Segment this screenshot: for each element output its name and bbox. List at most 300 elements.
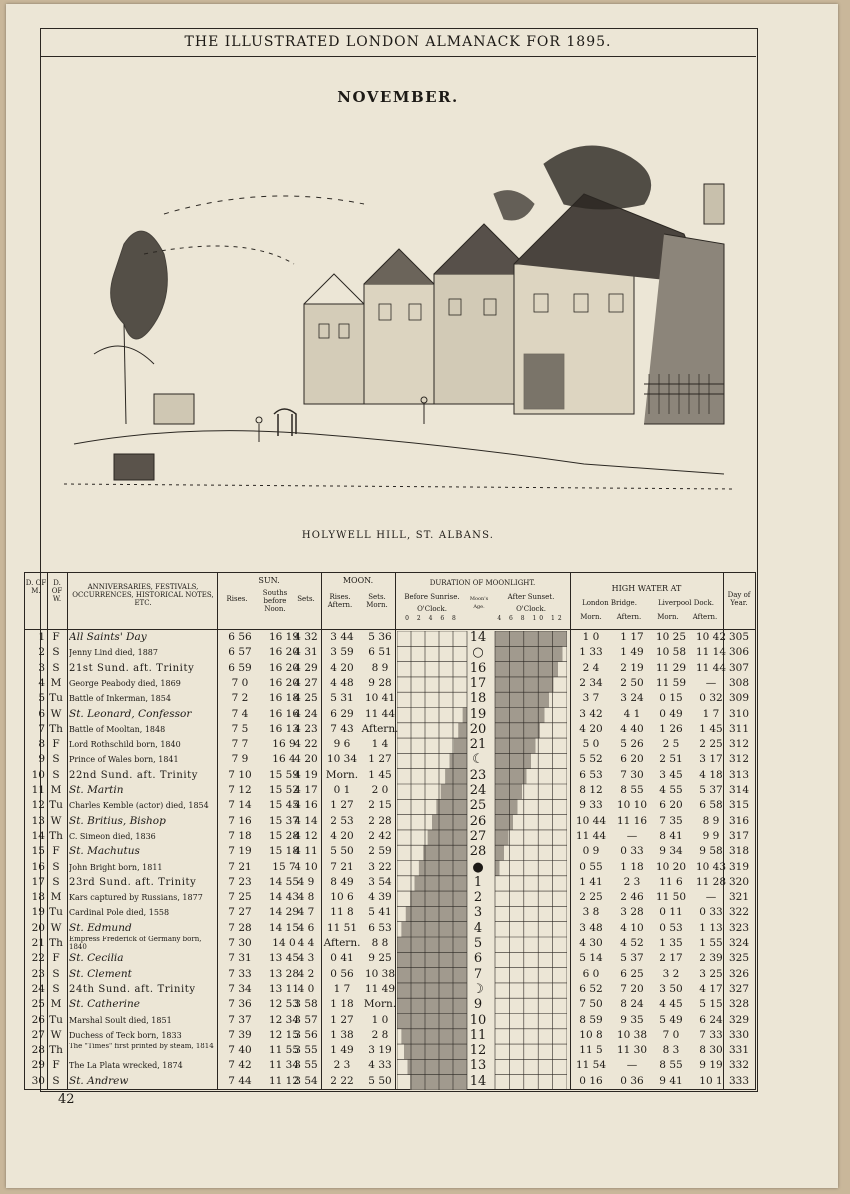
moon-rises: 4 48: [330, 676, 354, 689]
calendar-table: [24, 572, 756, 1090]
liverpool-aftern: 1 7: [702, 707, 720, 720]
liverpool-aftern: 1 45: [699, 722, 723, 735]
moon-rises: 10 34: [326, 753, 358, 766]
sun-souths: 15 45: [268, 799, 300, 812]
day-of-week: S: [52, 661, 60, 674]
moon-rises: 0 1: [333, 784, 351, 796]
sun-souths: 14 43: [268, 891, 300, 904]
moon-sets: 10 41: [364, 692, 396, 705]
liverpool-morn: 8 3: [662, 1044, 680, 1057]
moon-age: 14: [469, 1073, 487, 1089]
liverpool-aftern: 2 25: [699, 738, 723, 751]
calendar-row: [25, 967, 755, 982]
day-of-week: W: [50, 1028, 62, 1041]
moon-age: 25: [469, 798, 487, 814]
sun-rises: 7 12: [228, 784, 252, 796]
liverpool-morn: 4 45: [659, 998, 683, 1011]
moon-age: 28: [469, 844, 487, 860]
sun-souths: 13 11: [268, 982, 300, 995]
liverpool-aftern: 5 15: [699, 998, 723, 1011]
liverpool-morn: 2 51: [659, 753, 683, 766]
sun-rises: 7 19: [228, 845, 252, 858]
day-of-month: 15: [31, 845, 45, 858]
day-of-week: S: [52, 875, 60, 888]
liverpool-aftern: 2 39: [699, 952, 723, 965]
london-aftern: 10 10: [616, 799, 648, 812]
sun-rises: 7 23: [228, 875, 252, 888]
moon-age: 9: [473, 997, 483, 1013]
moon-age: ☽: [472, 981, 484, 997]
moon-rises: 0 56: [330, 967, 354, 980]
illustration-caption: HOLYWELL HILL, ST. ALBANS.: [301, 530, 495, 541]
day-of-week: Th: [49, 829, 63, 842]
sun-rises: 7 9: [231, 753, 249, 766]
sun-sets: 4 9: [297, 875, 315, 888]
london-morn: 10 8: [579, 1028, 603, 1041]
sun-sets: 4 16: [294, 799, 318, 812]
sun-sets: 3 57: [294, 1013, 318, 1026]
liverpool-aftern: 1 13: [699, 921, 723, 934]
event-note: St. Clement: [69, 967, 132, 980]
page-number: 42: [58, 1092, 75, 1107]
liverpool-morn: 3 50: [659, 982, 683, 995]
calendar-row: [25, 997, 755, 1012]
day-of-year: 315: [728, 799, 750, 812]
calendar-row: [25, 676, 755, 691]
london-aftern: —: [626, 1059, 638, 1072]
london-morn: 9 33: [579, 799, 603, 812]
day-of-week: F: [52, 1059, 60, 1072]
event-note: John Bright born, 1811: [69, 862, 163, 872]
london-aftern: 2 19: [620, 661, 644, 674]
london-morn: 2 34: [579, 676, 603, 689]
event-note: St. Britius, Bishop: [69, 814, 166, 827]
london-aftern: 8 55: [620, 784, 644, 796]
moon-rises: 7 21: [330, 860, 354, 873]
day-of-year: 314: [728, 784, 750, 796]
day-of-month: 27: [31, 1028, 45, 1041]
day-of-week: F: [52, 738, 60, 751]
calendar-row: [25, 722, 755, 737]
moon-sets: 4 39: [368, 891, 392, 904]
after-sunset-header: After Sunset.: [507, 593, 555, 601]
calendar-row: [25, 752, 755, 767]
day-of-week: F: [52, 845, 60, 858]
moon-age: 2: [473, 890, 483, 906]
liverpool-morn: 8 41: [659, 829, 683, 842]
moon-age-header: Moon's Age.: [469, 596, 489, 610]
day-of-year: 319: [728, 860, 750, 873]
sun-souths: 11 12: [268, 1074, 300, 1087]
day-of-week: W: [50, 921, 62, 934]
day-of-year: 316: [728, 814, 750, 827]
moon-age: ☾: [472, 752, 484, 768]
moon-sets: 5 41: [368, 906, 392, 919]
london-aftern: 3 28: [620, 906, 644, 919]
liverpool-aftern: 9 9: [702, 829, 720, 842]
sun-souths: 15 18: [268, 845, 300, 858]
liverpool-morn: 5 49: [659, 1013, 683, 1026]
liverpool-aftern: 10 1: [699, 1074, 723, 1087]
day-month-header: D. OF M.: [25, 579, 47, 595]
sun-sets: 4 6: [297, 921, 315, 934]
moon-sets: Aftern.: [361, 722, 399, 735]
before-sunrise-header: Before Sunrise.: [404, 593, 460, 601]
london-morn: 0 9: [582, 845, 600, 858]
calendar-row: [25, 814, 755, 829]
london-morn: 8 59: [579, 1013, 603, 1026]
moon-rises: 7 43: [330, 722, 354, 735]
moon-rises: 11 51: [326, 921, 358, 934]
london-aftern: 7 20: [620, 982, 644, 995]
moon-rises: 2 53: [330, 814, 354, 827]
event-note: St. Cecilia: [69, 952, 124, 965]
day-of-week: M: [50, 784, 62, 796]
day-of-year: 312: [728, 738, 750, 751]
sun-rises: 7 18: [228, 829, 252, 842]
sun-rises: 7 30: [228, 937, 252, 949]
event-note: St. Machutus: [69, 845, 140, 858]
day-of-week: Tu: [49, 1013, 63, 1026]
day-of-week: M: [50, 891, 62, 904]
moon-sets: 2 28: [368, 814, 392, 827]
moon-rises: Aftern.: [323, 937, 361, 949]
moon-age: 12: [469, 1043, 487, 1059]
day-of-month: 5: [38, 692, 45, 705]
london-morn: 0 55: [579, 860, 603, 873]
sun-sets: 4 29: [294, 661, 318, 674]
london-morn-header: Morn.: [580, 613, 602, 621]
sun-sets: 4 7: [297, 906, 315, 919]
london-morn: 4 30: [579, 937, 603, 949]
liverpool-aftern: 8 9: [702, 814, 720, 827]
liverpool-morn: 10 58: [655, 646, 687, 659]
day-of-month: 19: [31, 906, 45, 919]
sun-sets-header: Sets.: [297, 595, 315, 603]
moon-age: 3: [473, 905, 483, 921]
liverpool-morn: 6 20: [659, 799, 683, 812]
moon-rises-header: Rises. Aftern.: [327, 593, 353, 609]
moon-sets: 11 49: [364, 982, 396, 995]
day-of-week: W: [50, 814, 62, 827]
sun-souths: 15 37: [268, 814, 300, 827]
event-note: The "Times" first printed by steam, 1814: [69, 1043, 214, 1051]
moon-age: 10: [469, 1012, 487, 1028]
sun-sets: 4 17: [294, 784, 318, 796]
sun-souths: 16 20: [268, 676, 300, 689]
liverpool-aftern: 3 25: [699, 967, 723, 980]
moon-rises: 4 20: [330, 661, 354, 674]
sun-sets: 4 11: [294, 845, 318, 858]
event-note: Prince of Wales born, 1841: [69, 755, 179, 765]
day-of-month: 3: [38, 661, 45, 674]
sun-rises: 7 16: [228, 814, 252, 827]
liverpool-morn: 4 55: [659, 784, 683, 796]
sun-souths: 14 29: [268, 906, 300, 919]
day-of-month: 13: [31, 814, 45, 827]
sun-sets: 3 55: [294, 1059, 318, 1072]
moon-sets: 2 8: [371, 1028, 389, 1041]
liverpool-aftern: 11 14: [695, 646, 727, 659]
moon-sets: 2 0: [371, 784, 389, 796]
moon-rises: 5 50: [330, 845, 354, 858]
sun-sets: 4 4: [297, 937, 315, 949]
sun-rises: 6 57: [228, 646, 252, 659]
day-of-month: 20: [31, 921, 45, 934]
liverpool-morn: 2 5: [662, 738, 680, 751]
liverpool-aftern: 9 19: [699, 1059, 723, 1072]
event-note: St. Martin: [69, 784, 124, 796]
calendar-row: [25, 936, 755, 951]
day-of-week: S: [52, 768, 60, 781]
day-of-week: W: [50, 707, 62, 720]
london-aftern: 1 49: [620, 646, 644, 659]
london-aftern: 11 30: [616, 1044, 648, 1057]
moon-sets: 8 8: [371, 937, 389, 949]
sun-souths: 16 19: [268, 631, 300, 643]
london-morn: 2 4: [582, 661, 600, 674]
liverpool-morn: 3 45: [659, 768, 683, 781]
sun-rises: 7 2: [231, 692, 249, 705]
london-aftern: 0 36: [620, 1074, 644, 1087]
sun-souths: 12 53: [268, 998, 300, 1011]
day-of-year: 308: [728, 676, 750, 689]
moon-age: 11: [469, 1027, 487, 1043]
sun-souths: 15 52: [268, 784, 300, 796]
sun-sets: 4 14: [294, 814, 318, 827]
moon-rises: 10 6: [330, 891, 354, 904]
sun-rises: 7 31: [228, 952, 252, 965]
sun-souths: 16 4: [272, 753, 296, 766]
london-aftern: 4 1: [623, 707, 641, 720]
event-note: Jenny Lind died, 1887: [69, 648, 158, 658]
sun-rises: 6 59: [228, 661, 252, 674]
sun-souths: 16 13: [268, 722, 300, 735]
london-aftern: 4 52: [620, 937, 644, 949]
event-note: Battle of Mooltan, 1848: [69, 724, 166, 734]
day-of-week: Th: [49, 722, 63, 735]
london-morn: 2 25: [579, 891, 603, 904]
day-of-year: 329: [728, 1013, 750, 1026]
moon-sets: 4 33: [368, 1059, 392, 1072]
london-aftern: 2 3: [623, 875, 641, 888]
moon-sets: 8 9: [371, 661, 389, 674]
liverpool-morn: 0 15: [659, 692, 683, 705]
moon-sets: 1 0: [371, 1013, 389, 1026]
moon-rises: 1 38: [330, 1028, 354, 1041]
london-morn: 1 41: [579, 875, 603, 888]
moon-rises: 1 49: [330, 1044, 354, 1057]
day-of-year: 311: [728, 722, 750, 735]
day-of-week: S: [52, 646, 60, 659]
ticks-before: 0 2 4 6 8: [405, 615, 459, 622]
moon-age: 27: [469, 828, 487, 844]
moon-sets: 2 42: [368, 829, 392, 842]
day-of-month: 12: [31, 799, 45, 812]
london-aftern: 8 24: [620, 998, 644, 1011]
day-of-year: 305: [728, 631, 750, 643]
day-of-year: 306: [728, 646, 750, 659]
day-of-month: 23: [31, 967, 45, 980]
sun-sets: 4 0: [297, 982, 315, 995]
day-of-month: 25: [31, 998, 45, 1011]
moon-age: 19: [469, 706, 487, 722]
event-note: Charles Kemble (actor) died, 1854: [69, 801, 209, 811]
sun-souths: 15 7: [272, 860, 296, 873]
moonlight-header: DURATION OF MOONLIGHT.: [429, 579, 536, 587]
liverpool-morn: 10 25: [655, 631, 687, 643]
liverpool-morn-header: Morn.: [657, 613, 679, 621]
london-morn: 6 53: [579, 768, 603, 781]
sun-sets: 3 54: [294, 1074, 318, 1087]
london-aftern: 11 16: [616, 814, 648, 827]
moon-sets: 5 50: [368, 1074, 392, 1087]
liverpool-morn: 11 59: [655, 676, 687, 689]
day-of-week: Tu: [49, 906, 63, 919]
moon-age: 7: [473, 966, 483, 982]
day-of-year: 312: [728, 753, 750, 766]
liverpool-morn: 9 34: [659, 845, 683, 858]
moon-age: 26: [469, 813, 487, 829]
header-rule: [40, 56, 756, 57]
high-water-header: HIGH WATER AT: [611, 584, 682, 593]
moon-header: MOON.: [342, 576, 374, 585]
event-note: All Saints' Day: [69, 631, 147, 643]
day-of-year: 321: [728, 891, 750, 904]
sun-souths: 12 15: [268, 1028, 300, 1041]
liverpool-aftern: 9 58: [699, 845, 723, 858]
day-of-year: 325: [728, 952, 750, 965]
moon-rises: 6 29: [330, 707, 354, 720]
moon-age: 24: [469, 783, 487, 798]
sun-souths: 16 20: [268, 661, 300, 674]
london-morn: 0 16: [579, 1074, 603, 1087]
moon-age: ○: [472, 645, 484, 661]
london-aftern: 9 35: [620, 1013, 644, 1026]
london-aftern: 5 26: [620, 738, 644, 751]
moon-rises: 1 27: [330, 1013, 354, 1026]
london-morn: 5 0: [582, 738, 600, 751]
day-of-year: 330: [728, 1028, 750, 1041]
event-note: Cardinal Pole died, 1558: [69, 908, 170, 918]
london-aftern: —: [626, 829, 638, 842]
day-of-week: F: [52, 952, 60, 965]
sun-sets: 4 23: [294, 722, 318, 735]
sun-souths: 13 45: [268, 952, 300, 965]
moon-sets: 5 36: [368, 631, 392, 643]
sun-rises: 7 33: [228, 967, 252, 980]
sun-sets: 4 2: [297, 967, 315, 980]
moon-sets: 2 15: [368, 799, 392, 812]
moon-age: 1: [473, 874, 483, 890]
calendar-row: [25, 783, 755, 798]
day-of-year: 320: [728, 875, 750, 888]
day-of-week: Th: [49, 1044, 63, 1057]
london-aftern: 0 33: [620, 845, 644, 858]
sun-souths: 11 55: [268, 1044, 300, 1057]
day-of-month: 4: [38, 676, 45, 689]
day-of-week: S: [52, 967, 60, 980]
day-of-week: Th: [49, 937, 63, 949]
sun-souths: 16 9: [272, 738, 296, 751]
moon-age: 17: [469, 675, 487, 691]
event-note: St. Catherine: [69, 998, 140, 1011]
day-of-week: S: [52, 753, 60, 766]
calendar-row: [25, 860, 755, 875]
day-of-month: 22: [31, 952, 45, 965]
sun-rises: 7 34: [228, 982, 252, 995]
moon-sets: 10 38: [364, 967, 396, 980]
day-of-month: 26: [31, 1013, 45, 1026]
calendar-row: [25, 890, 755, 905]
moon-age: 21: [469, 737, 487, 753]
sun-rises: 7 44: [228, 1074, 252, 1087]
calendar-row: [25, 707, 755, 722]
sun-sets: 4 22: [294, 738, 318, 751]
event-note: St. Andrew: [69, 1074, 129, 1087]
day-of-year: 323: [728, 921, 750, 934]
event-note: Empress Frederick of Germany born, 1840: [69, 936, 202, 951]
moon-age: 5: [473, 936, 483, 951]
liverpool-morn: 0 11: [659, 906, 683, 919]
sun-sets: 3 56: [294, 1028, 318, 1041]
london-morn: 3 8: [582, 906, 600, 919]
oclock-label: O'Clock.: [417, 605, 447, 613]
ticks-after: 4 6 8 10 12: [497, 615, 565, 622]
london-aftern: 2 46: [620, 891, 644, 904]
calendar-row: [25, 1028, 755, 1043]
event-note: Marshal Soult died, 1851: [69, 1015, 172, 1025]
moon-rises: 8 49: [330, 875, 354, 888]
day-of-month: 11: [31, 784, 45, 796]
london-morn: 11 5: [579, 1044, 603, 1057]
moon-age: ●: [472, 859, 484, 875]
oclock-label: O'Clock.: [516, 605, 546, 613]
liverpool-morn: 1 35: [659, 937, 683, 949]
day-of-month: 2: [38, 646, 45, 659]
sun-sets: 4 32: [294, 631, 318, 643]
london-aftern: 3 24: [620, 692, 644, 705]
sun-rises: 7 28: [228, 921, 252, 934]
liverpool-aftern: —: [705, 891, 717, 904]
liverpool-aftern: 11 44: [695, 661, 727, 674]
liverpool-aftern: 3 17: [699, 753, 723, 766]
day-of-year: 326: [728, 967, 750, 980]
sun-header: SUN.: [258, 576, 280, 585]
day-of-year: 313: [728, 768, 750, 781]
moon-rises: 2 22: [330, 1074, 354, 1087]
liverpool-morn: 8 55: [659, 1059, 683, 1072]
day-of-year-header: Day of Year.: [727, 591, 751, 607]
calendar-row: [25, 875, 755, 890]
moon-rises: 5 31: [330, 692, 354, 705]
sun-rises: 7 0: [231, 676, 249, 689]
calendar-row: [25, 691, 755, 706]
event-note: The La Plata wrecked, 1874: [69, 1061, 183, 1071]
london-morn: 3 42: [579, 707, 603, 720]
london-aftern: 1 18: [620, 860, 644, 873]
london-morn: 5 14: [579, 952, 603, 965]
sun-souths: 15 59: [268, 768, 300, 781]
sun-rises: 7 10: [228, 768, 252, 781]
liverpool-aftern: 10 42: [695, 631, 727, 643]
moon-rises: 3 59: [330, 646, 354, 659]
day-of-year: 331: [728, 1044, 750, 1057]
liverpool-aftern: 6 24: [699, 1013, 723, 1026]
moon-age: 16: [469, 660, 487, 676]
calendar-row: [25, 1058, 755, 1073]
sun-souths: 14 0: [272, 937, 296, 949]
